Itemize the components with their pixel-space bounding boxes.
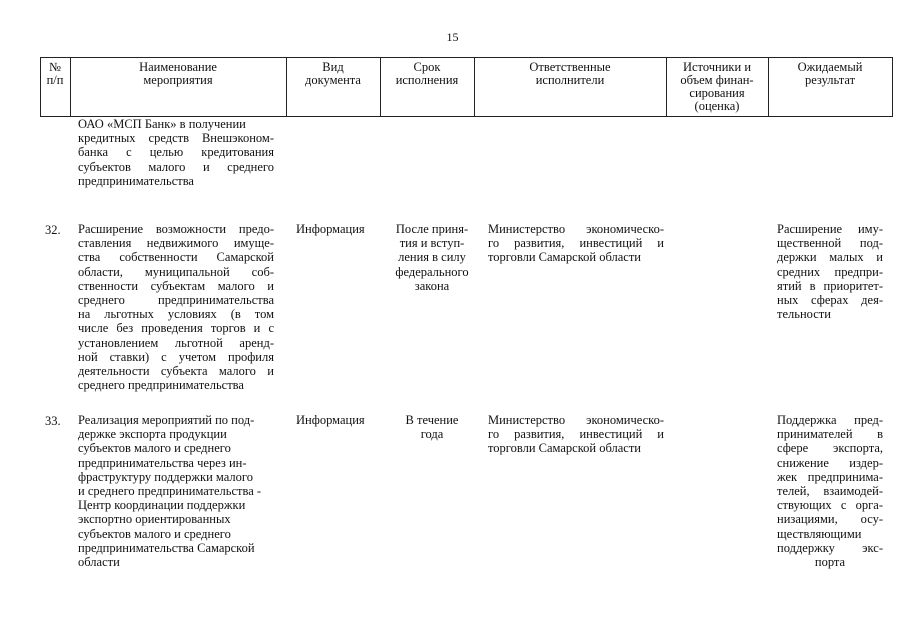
text-line: федерального — [395, 264, 469, 279]
text-line: субъектов малого и среднего — [78, 526, 231, 541]
table-header — [40, 57, 893, 117]
text-line: В течение — [405, 413, 459, 427]
text-line: ятий в приоритет- — [777, 278, 883, 293]
row-name — [78, 413, 274, 569]
row-executors — [488, 222, 664, 265]
text-line: Центр координации поддержки — [78, 498, 246, 513]
row-number: 33. — [45, 414, 61, 428]
text-line: держке экспорта продукции — [78, 427, 227, 442]
text-line: тельности — [777, 307, 831, 322]
text-line: числе без проведения торгов и с — [78, 321, 274, 336]
text-line: предпринимательства Самарской — [78, 540, 255, 555]
text-line: поддержку экс- — [777, 540, 883, 555]
row-doc-type: Информация — [296, 222, 365, 236]
text-line: торговли Самарской области — [488, 250, 641, 265]
text-line: года — [420, 427, 444, 442]
header-executors: Ответственные исполнители — [529, 60, 611, 87]
column-divider — [892, 58, 893, 117]
text-line: среднего предпринимательства — [78, 378, 244, 393]
text-line: предпринимательства через ин- — [78, 455, 247, 470]
text-line: ставления недвижимого имуще- — [78, 236, 274, 251]
text-line: держки малых и — [777, 250, 883, 265]
text-line: области — [78, 554, 120, 569]
text-line: и среднего предпринимательства - — [78, 483, 262, 498]
page-number: 15 — [446, 30, 459, 44]
text-line: области, муниципальной соб- — [78, 264, 274, 279]
text-line: Министерство экономическо- — [488, 222, 664, 236]
text-line: установлением льготной аренд- — [78, 335, 274, 350]
text-line: ства собственности Самарской — [78, 250, 274, 265]
text-line: деятельности субъекта малого и — [78, 363, 274, 378]
row-result — [777, 413, 883, 569]
text-line: экспортно ориентированных — [78, 512, 231, 527]
text-line: порта — [814, 554, 846, 569]
row-doc-type: Информация — [296, 413, 365, 427]
text-line: ствующих с орга- — [777, 498, 883, 513]
row-executors — [488, 413, 664, 456]
text-line: сфере экспорта, — [777, 441, 883, 456]
text-line: предпринимательства — [78, 173, 194, 188]
text-line: щественной под- — [777, 236, 883, 251]
row-name — [78, 222, 274, 392]
text-line: После приня- — [395, 222, 469, 236]
row-number: 32. — [45, 223, 61, 237]
header-name: Наименование мероприятия — [139, 60, 217, 87]
header-result: Ожидаемый результат — [797, 60, 863, 87]
text-line: ственности субъектам малого и — [78, 278, 274, 293]
row-result — [777, 222, 883, 321]
text-line: на льготных условиях (в том — [78, 307, 274, 322]
text-line: торговли Самарской области — [488, 441, 641, 456]
text-line: фраструктуру поддержки малого — [78, 469, 253, 484]
text-line: низациями, осу- — [777, 512, 883, 527]
header-deadline: Срок исполнения — [395, 60, 459, 87]
header-funding: Источники и объем финан- сирования (оценка) — [680, 60, 754, 113]
text-line: ной ставки) с учетом профиля — [78, 349, 274, 364]
text-line: Реализация мероприятий по под- — [78, 413, 255, 427]
text-line: ществляющими — [777, 526, 862, 541]
continuation-name — [78, 117, 274, 188]
text-line: кредитных средств Внешэконом- — [78, 131, 274, 146]
text-line: Расширение иму- — [777, 222, 883, 236]
text-line: ления в силу — [398, 250, 466, 265]
text-line: ОАО «МСП Банк» в получении — [78, 117, 246, 131]
text-line: принимателей в — [777, 427, 883, 442]
text-line: банка с целью кредитования — [78, 145, 274, 160]
text-line: Расширение возможности предо- — [78, 222, 274, 236]
text-line: го развития, инвестиций и — [488, 427, 664, 442]
text-line: ных сферах дея- — [777, 292, 883, 307]
header-doc-type: Вид документа — [305, 60, 361, 87]
text-line: снижение издер- — [777, 455, 883, 470]
text-line: жек предпринима- — [777, 469, 883, 484]
row-deadline — [384, 413, 480, 441]
text-line: субъектов малого и среднего — [78, 441, 231, 456]
text-line: закона — [414, 278, 450, 293]
text-line: телей, взаимодей- — [777, 483, 883, 498]
text-line: среднего предпринимательства — [78, 292, 274, 307]
row-deadline — [384, 222, 480, 293]
header-number: № п/п — [46, 60, 64, 87]
text-line: средних предпри- — [777, 264, 883, 279]
text-line: Поддержка пред- — [777, 413, 883, 427]
text-line: тия и вступ- — [399, 236, 465, 251]
text-line: го развития, инвестиций и — [488, 236, 664, 251]
text-line: Министерство экономическо- — [488, 413, 664, 427]
text-line: субъектов малого и среднего — [78, 159, 274, 174]
